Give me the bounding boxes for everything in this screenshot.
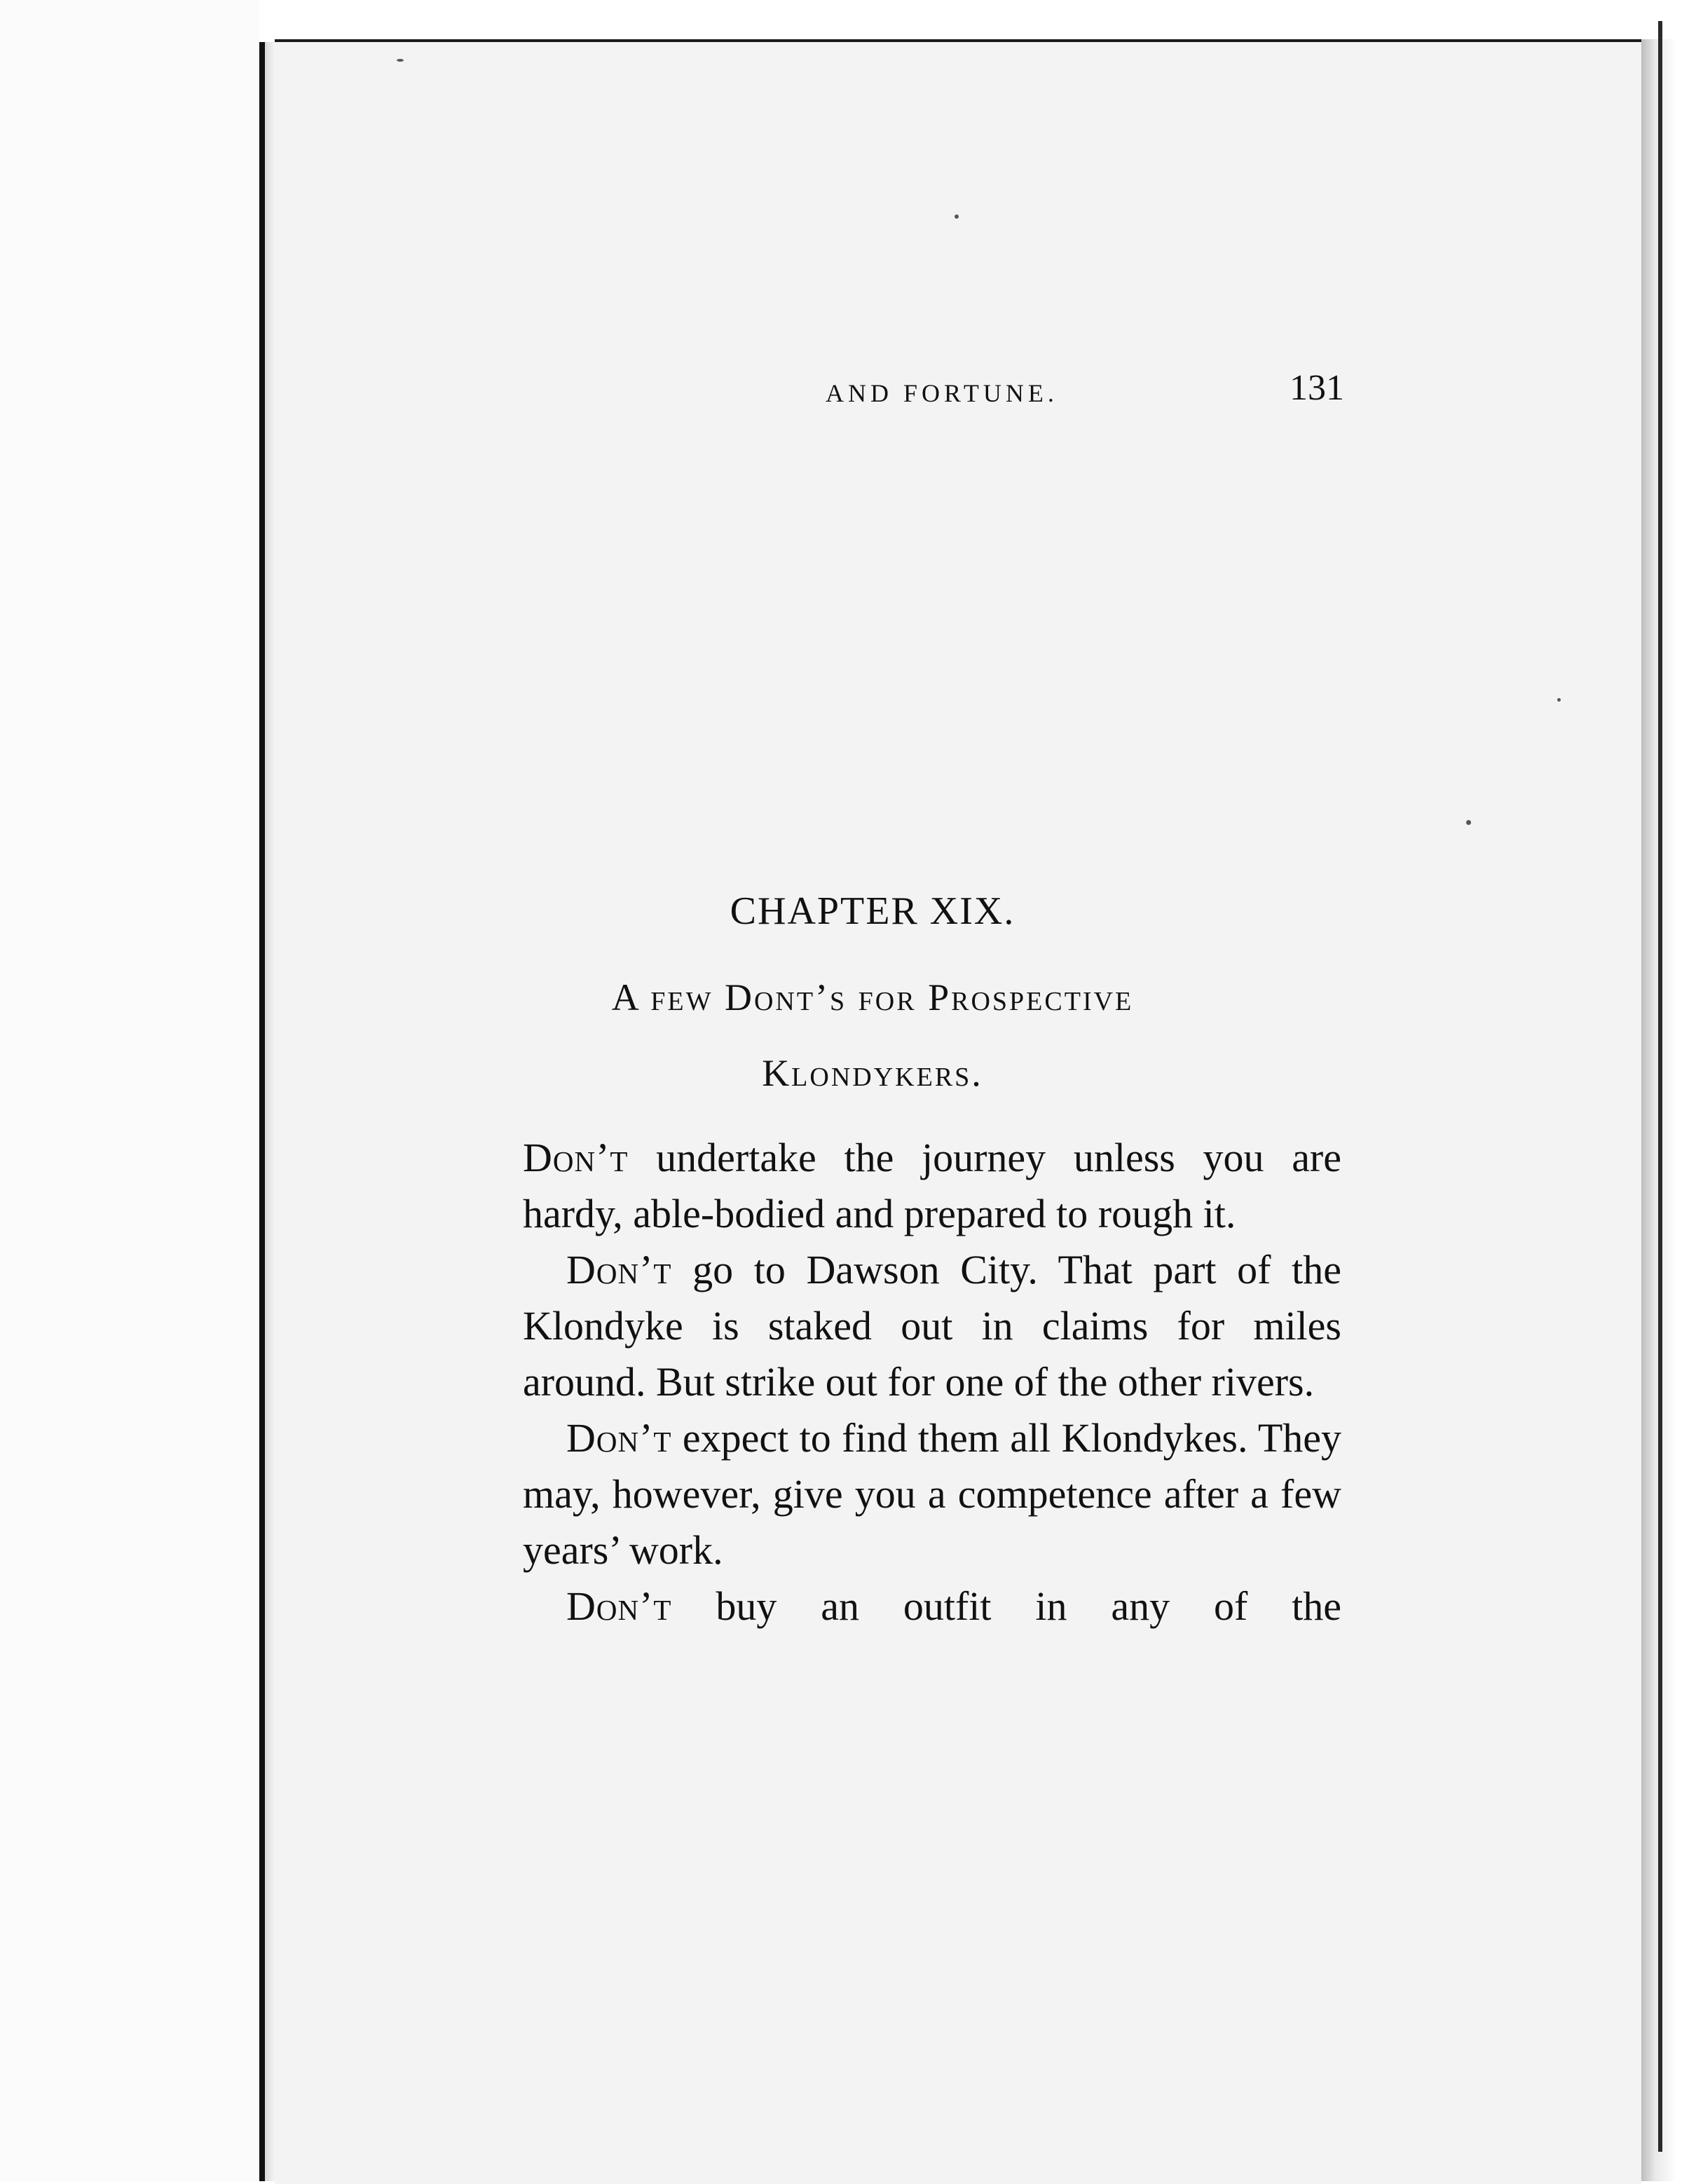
page-number: 131 (1290, 368, 1344, 408)
scan-speck (1557, 698, 1561, 702)
paragraph-text: undertake the journey unless you are hardy, able-bodied and prepared to rough it. (523, 1135, 1341, 1236)
paragraph-3 (523, 1410, 1341, 1578)
body-text (523, 1130, 1341, 1634)
paragraph-lead: Don’t (523, 1135, 629, 1180)
running-head: AND FORTUNE. (826, 379, 1058, 407)
paragraph-lead: Don’t (566, 1247, 672, 1292)
scan-speck (955, 214, 959, 219)
chapter-title: CHAPTER XIX. (730, 889, 1015, 933)
paragraph-text: expect to find them all Klondykes. They may, however, give you a competence after a few years’ work. (523, 1415, 1341, 1573)
paragraph-2 (523, 1242, 1341, 1410)
chapter-subtitle-line-2: Klondykers. (762, 1052, 983, 1094)
book-page (275, 39, 1641, 2184)
book-gutter (259, 42, 265, 2181)
scan-speck (397, 59, 404, 62)
paragraph-lead: Don’t (566, 1415, 672, 1461)
gutter-shadow (265, 42, 275, 2181)
chapter-subtitle-line-1: A few Dont’s for Prospective (611, 976, 1134, 1018)
paragraph-1 (523, 1130, 1341, 1242)
scan-speck (1466, 820, 1471, 825)
paragraph-text: go to Dawson City. That part of the Klondyke is staked out in claims for miles around. But strike out for one of the other rivers. (523, 1247, 1341, 1405)
paragraph-4 (523, 1578, 1341, 1634)
paragraph-lead: Don’t (566, 1583, 672, 1629)
paragraph-text: buy an outfit in any of the (671, 1583, 1341, 1629)
